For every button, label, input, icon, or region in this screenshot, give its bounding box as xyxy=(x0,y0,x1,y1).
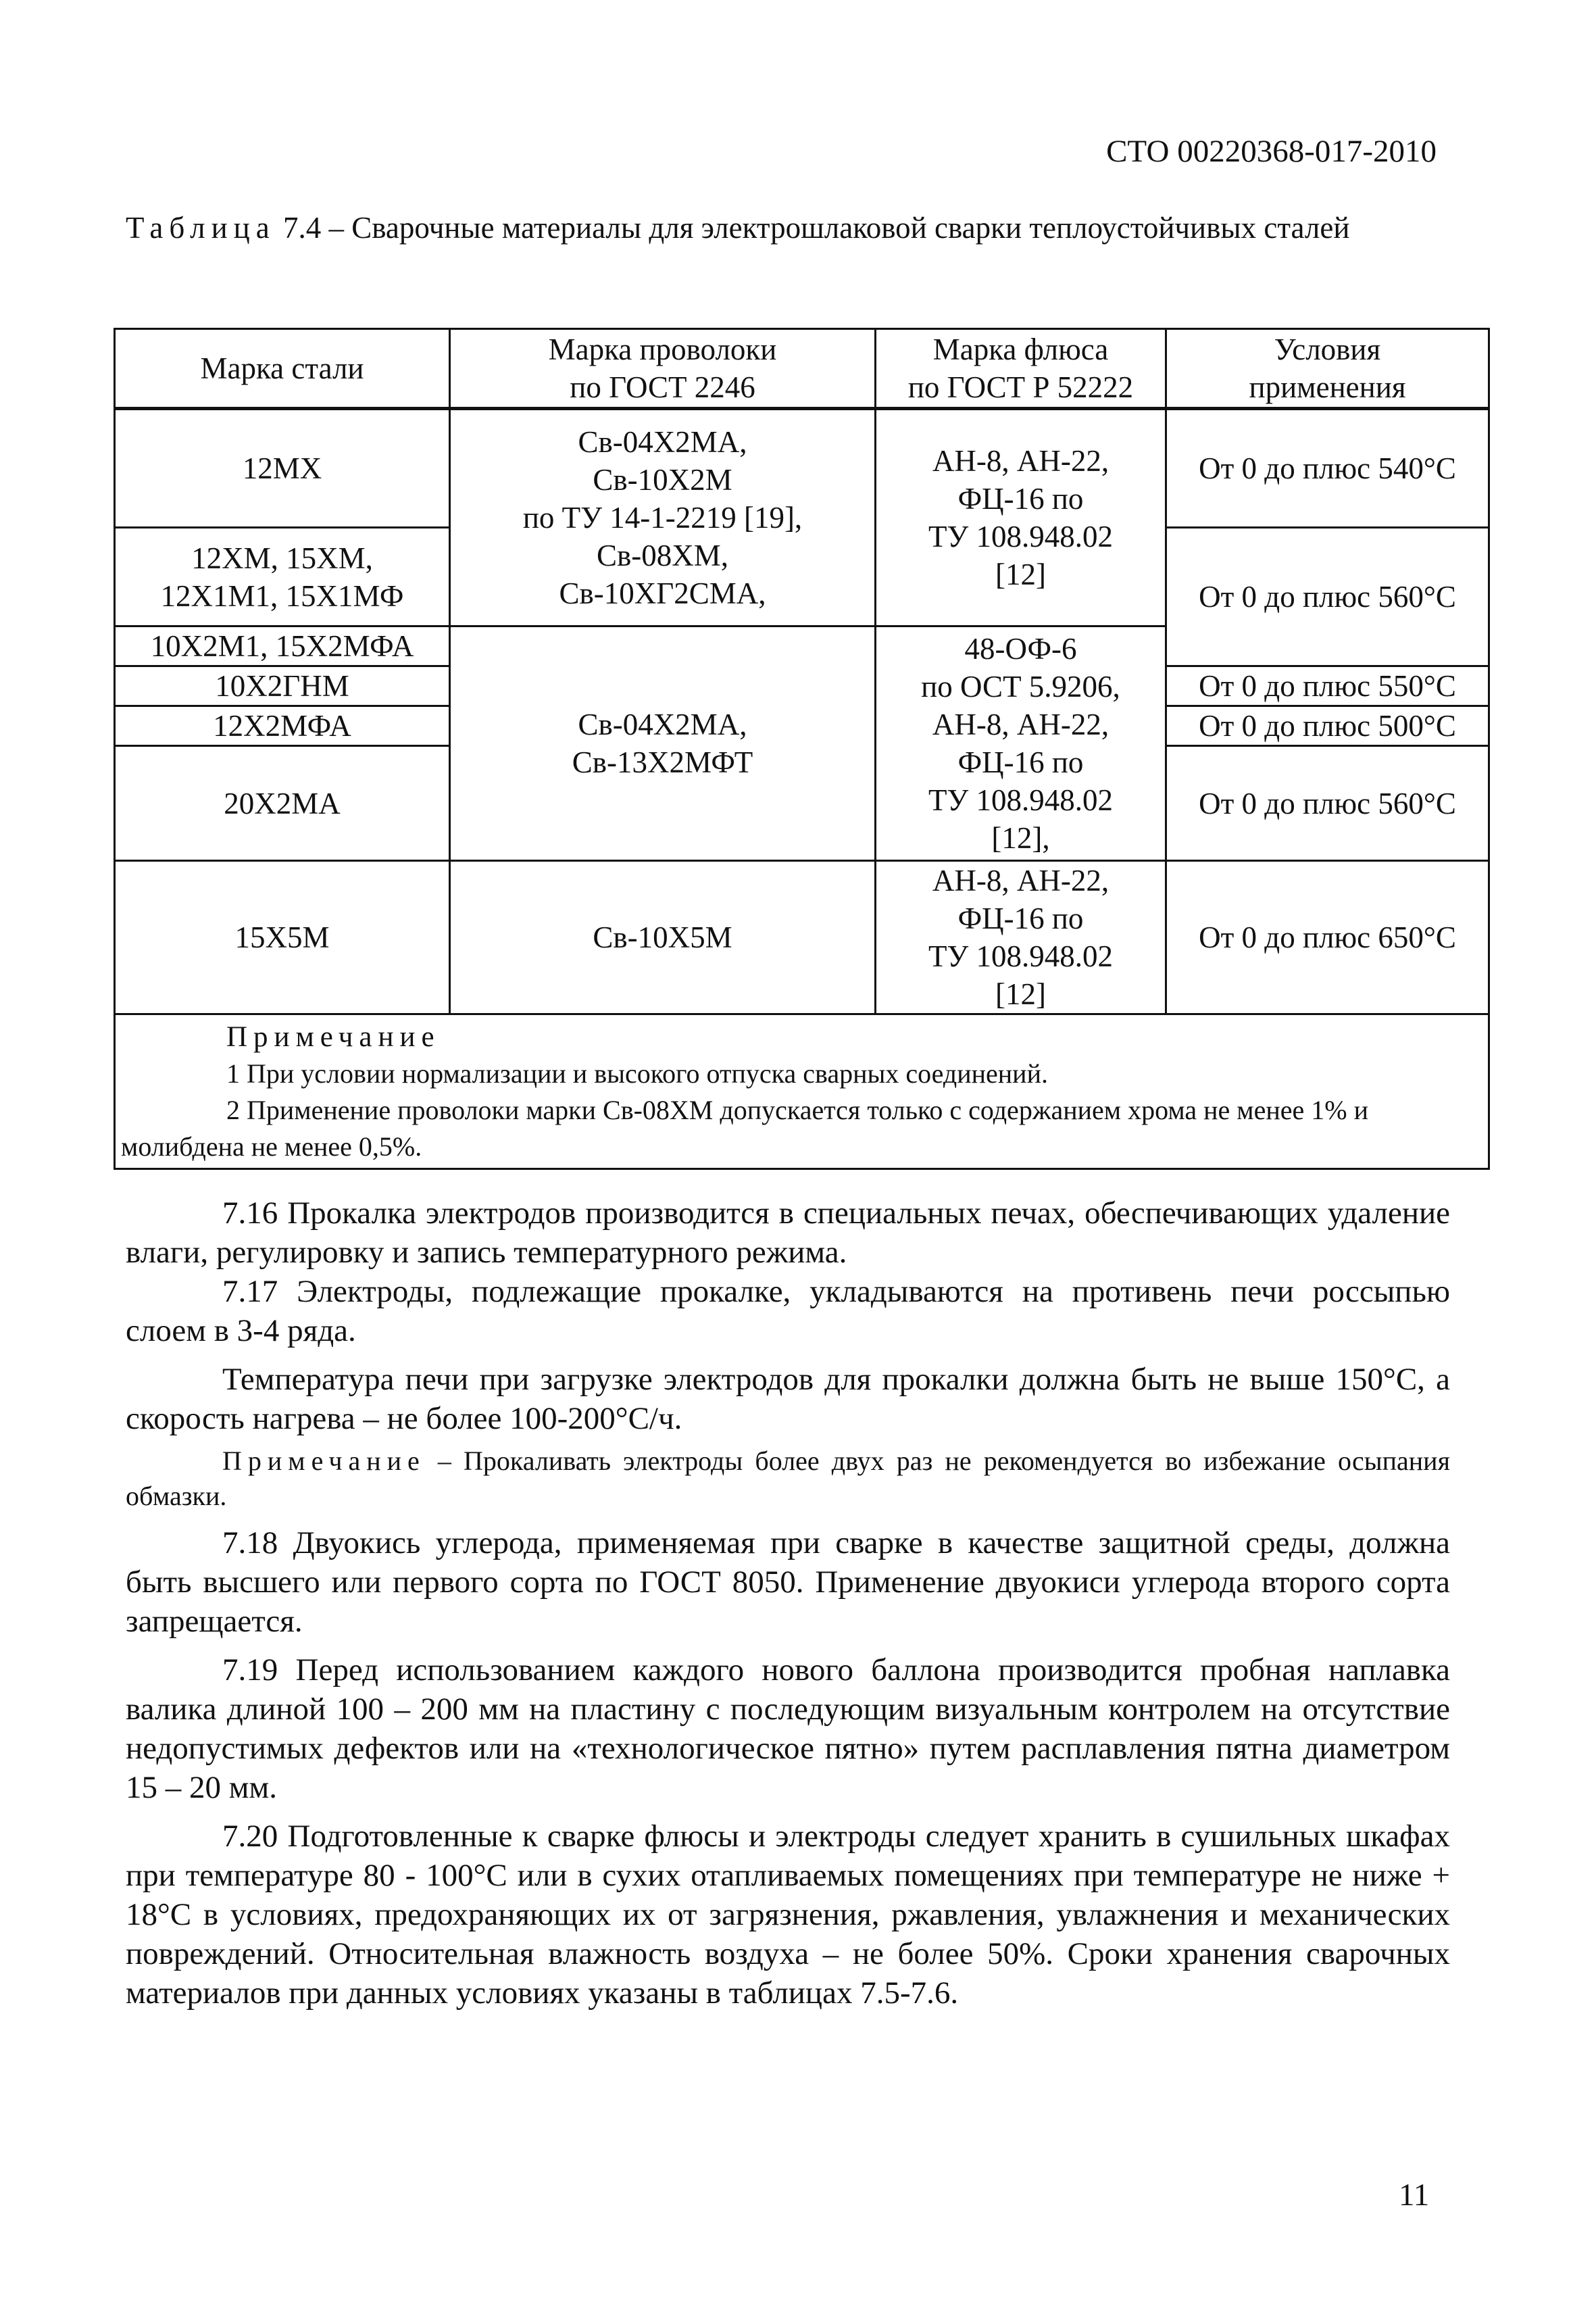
cell-wire-group-c: Св-10Х5М xyxy=(450,861,876,1014)
note-text: – Прокаливать электроды более двух раз не рекомендуется во избежание осыпания обмазки. xyxy=(126,1446,1450,1511)
cell-condition-560b: От 0 до плюс 560°С xyxy=(1166,746,1489,861)
table-note xyxy=(115,1014,1489,1169)
cell-condition-560a: От 0 до плюс 560°С xyxy=(1166,528,1489,666)
cell-condition-500: От 0 до плюс 500°С xyxy=(1166,706,1489,746)
note-line-2: 2 Применение проволоки марки Св-08ХМ допускается только с содержанием хрома не менее 1% и молибдена не менее 0,5%. xyxy=(121,1095,1368,1162)
cell-steel-12mx: 12МХ xyxy=(115,409,450,528)
header-flux-grade: Марка флюса по ГОСТ Р 52222 xyxy=(876,329,1166,409)
header-wire-grade: Марка проволоки по ГОСТ 2246 xyxy=(450,329,876,409)
body-text xyxy=(126,1193,1450,2013)
paragraph-note xyxy=(126,1444,1450,1514)
paragraph-7-18: 7.18 Двуокись углерода, применяемая при сварке в качестве защитной среды, должна быть высшего или первого сорта по ГОСТ 8050. Применение двуокиси углерода второго сорта запрещается. xyxy=(126,1525,1450,1639)
cell-flux-group-b: 48-ОФ-6 по ОСТ 5.9206, АН-8, АН-22, ФЦ-16 по ТУ 108.948.02 [12], xyxy=(876,626,1166,861)
cell-wire-group-a: Св-04Х2МА, Св-10Х2М по ТУ 14-1-2219 [19], Св-08ХМ, Св-10ХГ2СМА, xyxy=(450,409,876,626)
caption-text: 7.4 – Сварочные материалы для электрошлаковой сварки теплоустойчивых сталей xyxy=(275,211,1350,245)
cell-steel-12x2mfa: 12Х2МФА xyxy=(115,706,450,746)
table-note-row xyxy=(115,1014,1489,1169)
cell-steel-10x2m1: 10Х2М1, 15Х2МФА xyxy=(115,626,450,666)
header-steel-grade: Марка стали xyxy=(115,329,450,409)
cell-flux-group-c: АН-8, АН-22, ФЦ-16 по ТУ 108.948.02 [12] xyxy=(876,861,1166,1014)
cell-wire-group-b: Св-04Х2МА, Св-13Х2МФТ xyxy=(450,626,876,861)
page-number: 11 xyxy=(1399,2177,1430,2213)
paragraph-7-19: 7.19 Перед использованием каждого нового баллона производится пробная наплавка валика длиной 100 – 200 мм на пластину с последующим визуальным контролем на отсутствие недопустимых дефектов или на «технологическое пятно» путем расплавления пятна диаметром 15 – 20 мм. xyxy=(126,1652,1450,1805)
cell-condition-650: От 0 до плюс 650°С xyxy=(1166,861,1489,1014)
cell-condition-540: От 0 до плюс 540°С xyxy=(1166,409,1489,528)
cell-steel-20x2ma: 20Х2МА xyxy=(115,746,450,861)
header-conditions: Условия применения xyxy=(1166,329,1489,409)
cell-steel-15x5m: 15Х5М xyxy=(115,861,450,1014)
note-label: Примечание xyxy=(222,1446,426,1476)
paragraph-7-20: 7.20 Подготовленные к сварке флюсы и электроды следует хранить в сушильных шкафах при температуре 80 - 100°С или в сухих отапливаемых помещениях при температуре не ниже + 18°С в условиях, предохраняющих их от загрязнения, ржавления, увлажнения и механических повреждений. Относительная влажность воздуха – не более 50%. Сроки хранения сварочных материалов при данных условиях указаны в таблицах 7.5-7.6. xyxy=(126,1819,1450,2011)
cell-condition-550: От 0 до плюс 550°С xyxy=(1166,666,1489,706)
paragraph-7-17: 7.17 Электроды, подлежащие прокалке, укладываются на противень печи россыпью слоем в 3-4 ряда. xyxy=(126,1274,1450,1348)
cell-flux-group-a: АН-8, АН-22, ФЦ-16 по ТУ 108.948.02 [12] xyxy=(876,409,1166,626)
caption-label: Таблица xyxy=(126,211,276,245)
document-code: СТО 00220368-017-2010 xyxy=(1106,134,1437,169)
note-line-1: 1 При условии нормализации и высокого отпуска сварных соединений. xyxy=(226,1058,1048,1089)
paragraph-7-16: 7.16 Прокалка электродов производится в специальных печах, обеспечивающих удаление влаги, регулировку и запись температурного режима. xyxy=(126,1196,1450,1270)
cell-steel-10x2gnm: 10Х2ГНМ xyxy=(115,666,450,706)
cell-steel-12xm-15xm: 12ХМ, 15ХМ, 12Х1М1, 15Х1МФ xyxy=(115,528,450,626)
welding-materials-table xyxy=(114,328,1490,1170)
note-title: Примечание xyxy=(226,1021,441,1053)
table-caption xyxy=(126,208,1450,247)
table-row xyxy=(115,409,1489,528)
table-row xyxy=(115,861,1489,1014)
paragraph-7-17-temperature: Температура печи при загрузке электродов для прокалки должна быть не выше 150°С, а скорость нагрева – не более 100-200°С/ч. xyxy=(126,1362,1450,1436)
table-header-row xyxy=(115,329,1489,409)
